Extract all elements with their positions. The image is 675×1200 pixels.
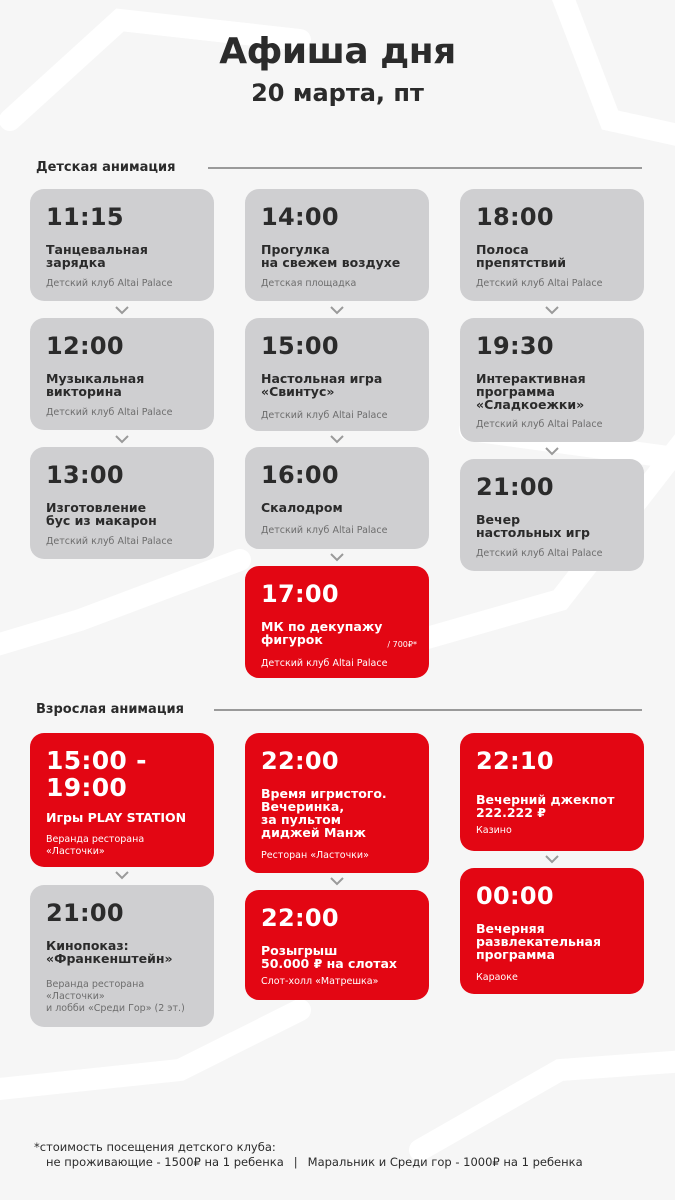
event-place: Детская площадка <box>261 278 357 289</box>
event-place: Детский клуб Altai Palace <box>46 407 173 418</box>
event-place: Детский клуб Altai Palace <box>46 536 173 547</box>
event-card-highlight[interactable] <box>245 566 429 678</box>
event-card-highlight[interactable] <box>245 733 429 873</box>
event-place: Веранда ресторана «Ласточки» и лобби «Среди Гор» (2 эт.) <box>46 979 185 1014</box>
section-divider <box>214 709 642 711</box>
section-title-kids: Детская анимация <box>36 160 176 175</box>
event-card[interactable] <box>460 318 644 442</box>
event-name: Время игристого. Вечеринка, за пультом диджей Манж <box>261 786 387 840</box>
event-place: Караоке <box>476 972 518 983</box>
footnote-line-2: не проживающие - 1500₽ на 1 ребенка | Маральник и Среди гор - 1000₽ на 1 ребенка <box>46 1155 583 1169</box>
event-name: Вечерняя развлекательная программа <box>476 921 601 962</box>
event-card[interactable] <box>30 885 214 1027</box>
event-card[interactable] <box>245 189 429 301</box>
event-time: 22:00 <box>261 904 339 932</box>
chevron-down-icon <box>328 552 346 562</box>
event-name: Розыгрыш 50.000 ₽ на слотах <box>261 943 397 971</box>
chevron-down-icon <box>113 305 131 315</box>
event-card[interactable] <box>460 189 644 301</box>
event-time: 22:10 <box>476 747 554 775</box>
event-card-highlight[interactable] <box>30 733 214 867</box>
event-price: / 700₽* <box>387 640 417 649</box>
event-card[interactable] <box>30 318 214 430</box>
event-place: Детский клуб Altai Palace <box>476 419 603 430</box>
event-place: Детский клуб Altai Palace <box>476 548 603 559</box>
chevron-down-icon <box>113 434 131 444</box>
event-name: Прогулка на свежем воздухе <box>261 242 401 270</box>
event-name: Изготовление бус из макарон <box>46 500 157 528</box>
event-name: Танцевальная зарядка <box>46 242 148 270</box>
event-place: Ресторан «Ласточки» <box>261 850 369 861</box>
event-time: 16:00 <box>261 461 339 489</box>
event-name: Кинопоказ: «Франкенштейн» <box>46 938 173 966</box>
event-name: Игры PLAY STATION <box>46 810 187 825</box>
event-time: 18:00 <box>476 203 554 231</box>
page-header <box>0 30 675 108</box>
event-card-highlight[interactable] <box>460 733 644 851</box>
event-name: Вечер настольных игр <box>476 512 590 540</box>
event-time: 21:00 <box>476 473 554 501</box>
event-name: Музыкальная викторина <box>46 371 145 399</box>
event-time: 15:00 - 19:00 <box>46 746 147 802</box>
event-card[interactable] <box>30 447 214 559</box>
footnote-line-1: *стоимость посещения детского клуба: <box>34 1140 276 1154</box>
section-divider <box>208 167 642 169</box>
event-time: 21:00 <box>46 899 124 927</box>
chevron-down-icon <box>328 305 346 315</box>
event-card[interactable] <box>245 447 429 549</box>
chevron-down-icon <box>328 876 346 886</box>
event-time: 17:00 <box>261 580 339 608</box>
event-name: МК по декупажу фигурок <box>261 619 383 647</box>
event-card[interactable] <box>245 318 429 431</box>
page-title: Афиша дня <box>219 31 456 72</box>
chevron-down-icon <box>543 854 561 864</box>
event-place: Детский клуб Altai Palace <box>46 278 173 289</box>
event-time: 19:30 <box>476 332 554 360</box>
event-name: Полоса препятствий <box>476 242 567 270</box>
chevron-down-icon <box>543 305 561 315</box>
event-place: Веранда ресторана «Ласточки» <box>46 834 145 857</box>
chevron-down-icon <box>543 446 561 456</box>
event-place: Детский клуб Altai Palace <box>261 658 388 669</box>
chevron-down-icon <box>113 870 131 880</box>
event-time: 12:00 <box>46 332 124 360</box>
section-title-adults: Взрослая анимация <box>36 702 184 717</box>
event-time: 11:15 <box>46 203 124 231</box>
chevron-down-icon <box>328 434 346 444</box>
event-time: 15:00 <box>261 332 339 360</box>
event-time: 22:00 <box>261 747 339 775</box>
page-date: 20 марта, пт <box>251 79 424 107</box>
event-time: 00:00 <box>476 882 554 910</box>
event-name: Настольная игра «Свинтус» <box>261 371 383 399</box>
event-card[interactable] <box>30 189 214 301</box>
event-place: Детский клуб Altai Palace <box>261 410 388 421</box>
event-place: Казино <box>476 825 512 836</box>
event-card-highlight[interactable] <box>460 868 644 994</box>
event-name: Вечерний джекпот 222.222 ₽ <box>476 792 615 820</box>
event-name: Интерактивная программа «Сладкоежки» <box>476 371 586 412</box>
event-name: Скалодром <box>261 500 343 515</box>
event-card-highlight[interactable] <box>245 890 429 1000</box>
event-place: Детский клуб Altai Palace <box>261 525 388 536</box>
event-time: 13:00 <box>46 461 124 489</box>
event-card[interactable] <box>460 459 644 571</box>
event-place: Детский клуб Altai Palace <box>476 278 603 289</box>
event-place: Слот-холл «Матрешка» <box>261 976 379 987</box>
event-time: 14:00 <box>261 203 339 231</box>
price-footnote <box>34 1140 583 1170</box>
